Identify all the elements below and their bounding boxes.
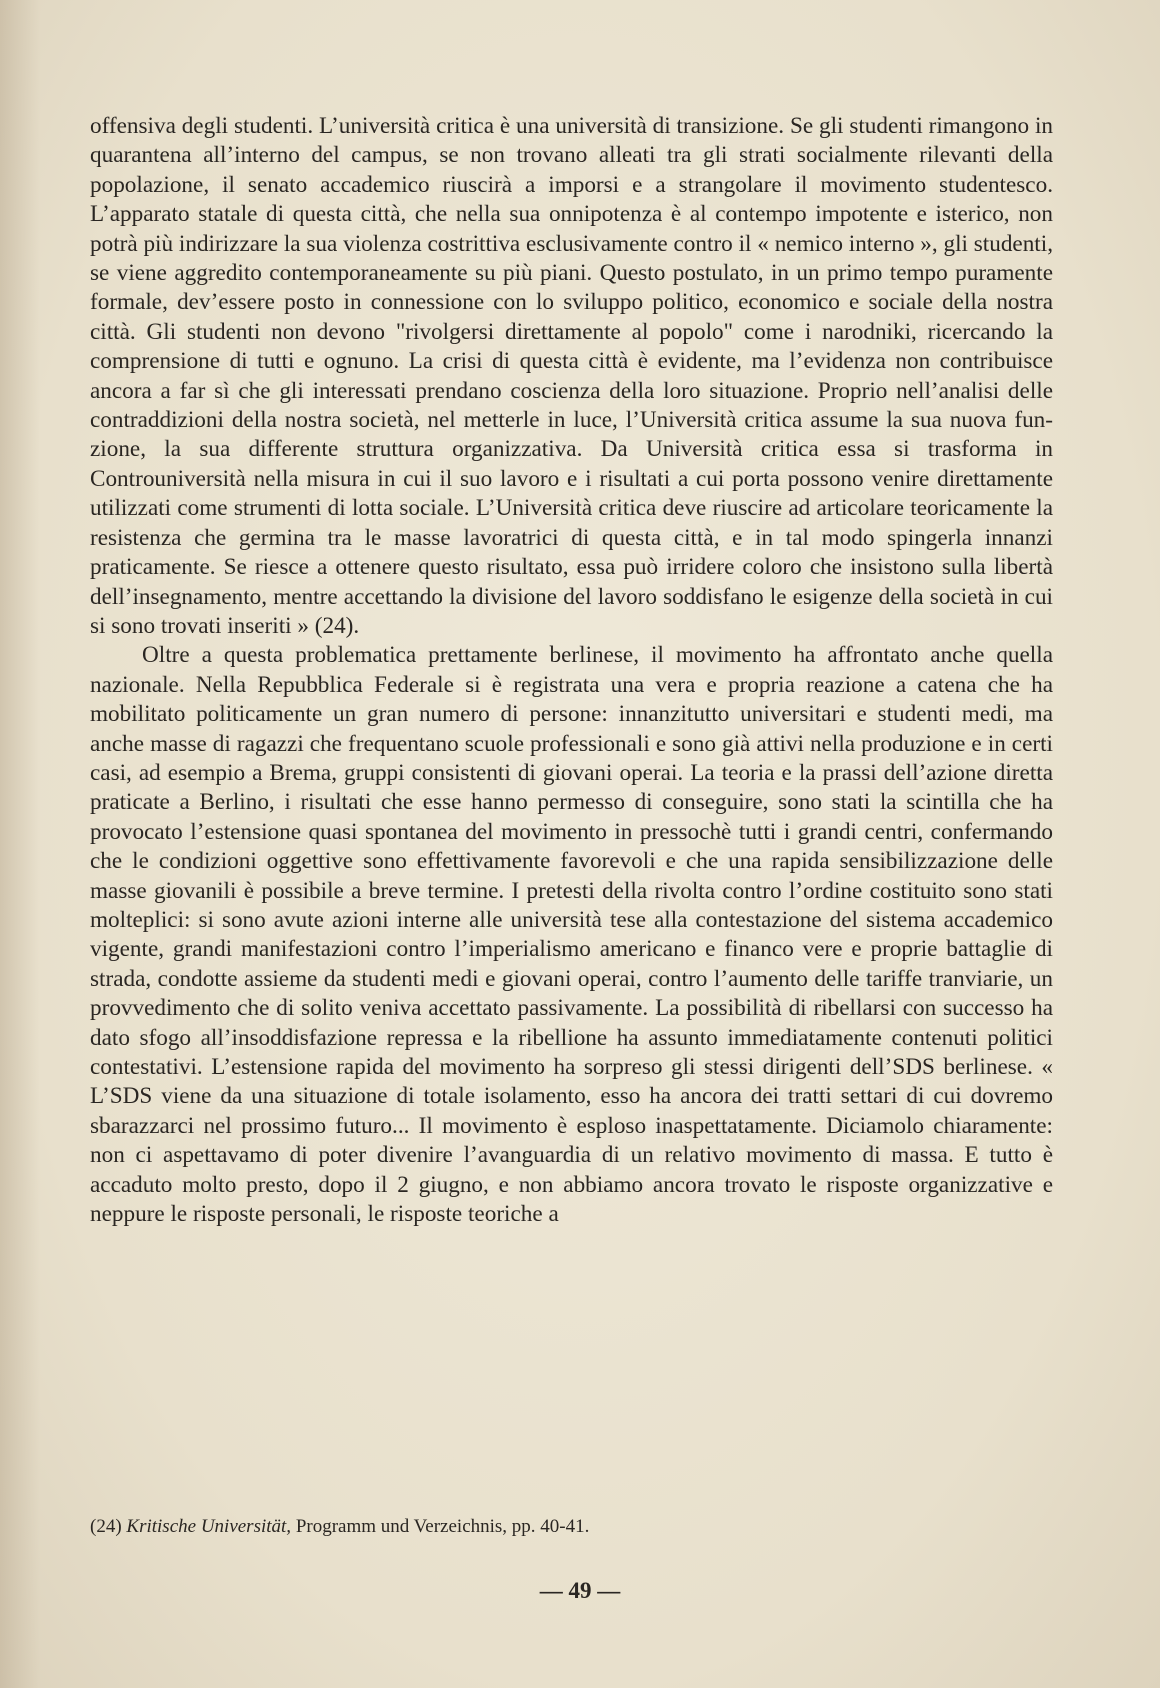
page-number: — 49 —: [539, 1578, 621, 1603]
paragraph-2: Oltre a questa problematica prettamente berlinese, il movimento ha affrontato anche quella nazionale. Nella Repubblica Federale si è registrata una vera e propria reazione a catena che ha mobilitato politicamente un gran numero di persone: innanzitutto universitari e studenti medi, ma anche masse di ragazzi che frequentano scuole professionali e sono già attivi nella produzione e in certi casi, ad esempio a Brema, gruppi consistenti di giovani operai. La teoria e la prassi dell’azione diretta praticate a Berlino, i risultati che esse hanno permesso di conseguire, sono stati la scintilla che ha provocato l’estensione quasi spontanea del movimento in pressochè tutti i grandi centri, confermando che le condizioni oggettive sono effettivamente favorevoli e che una rapida sensibilizzazione delle masse giovanili è possibile a breve termine. I pretesti della rivolta contro l’ordine costituito sono stati molteplici: si sono avute azioni interne alle università tese alla contestazione del sistema accademico vigente, grandi manifestazioni contro l’imperialismo americano e financo vere e proprie battaglie di strada, condotte assieme da studenti medi e giovani operai, contro l’aumento delle tariffe tranviarie, un provvedimento che di solito veniva accettato passivamente. La possibilità di ribellarsi con successo ha dato sfogo all’insoddisfazione repressa e la ribellione ha assunto immediatamente contenuti politici contestativi. L’estensione rapida del movimento ha sorpreso gli stessi dirigenti dell’SDS berlinese. « L’SDS viene da una situazione di totale isolamento, esso ha ancora dei tratti settari di cui dovremo sbarazzarci nel prossimo futuro... Il movimento è esploso inaspettatamente. Diciamolo chiaramente: non ci aspettavamo di poter divenire l’avanguardia di un relativo movimento di massa. E tutto è accaduto molto presto, dopo il 2 giugno, e non abbiamo ancora trovato le risposte organizzative e neppure le risposte personali, le risposte teoriche a: [90, 642, 1053, 1228]
footnote-number: (24): [90, 1516, 122, 1537]
footnote: [90, 1515, 1053, 1539]
footnote-title: Kritische Universität,: [126, 1516, 292, 1537]
footnote-text: Programm und Verzeichnis, pp. 40-41.: [291, 1516, 590, 1537]
paragraph-1: offensiva degli studenti. L’università critica è una università di transizione. Se gli studenti rimangono in quarantena all’interno del campus, se non trovano alleati tra gli strati socialmente rilevanti della popolazione, il senato accademico riuscirà a imporsi e a strangolare il movimento studentesco. L’apparato statale di questa città, che nella sua onnipotenza è al contempo impotente e isterico, non potrà più indirizzare la sua violenza costrittiva esclusivamente contro il « nemico interno », gli studenti, se viene aggredito contemporaneamente su più piani. Questo postulato, in un primo tempo puramente formale, dev’essere posto in connessione con lo sviluppo politico, economico e sociale della nostra città. Gli studenti non devono "rivolgersi direttamente al popolo" come i narodniki, ricercando la comprensione di tutti e ognuno. La crisi di questa città è evidente, ma l’evidenza non contribuisce ancora a far sì che gli interessati prendano coscienza della loro situazione. Proprio nell’analisi delle contraddizioni della nostra società, nel metterle in luce, l’Università critica assume la sua nuova funzione, la sua differente struttura organizzativa. Da Università critica essa si trasforma in Controuniversità nella misura in cui il suo lavoro e i risultati a cui porta possono venire direttamente utilizzati come strumenti di lotta sociale. L’Università critica deve riuscire ad articolare teoricamente la resistenza che germina tra le masse lavoratrici di questa città, e in tal modo spingerla innanzi praticamente. Se riesce a ottenere questo risultato, essa può irridere coloro che insistono sulla libertà dell’insegnamento, mentre accettando la divisione del lavoro soddisfano le esigenze della società in cui si sono trovati inseriti » (24).: [90, 113, 1053, 639]
main-text: [90, 112, 1053, 1229]
